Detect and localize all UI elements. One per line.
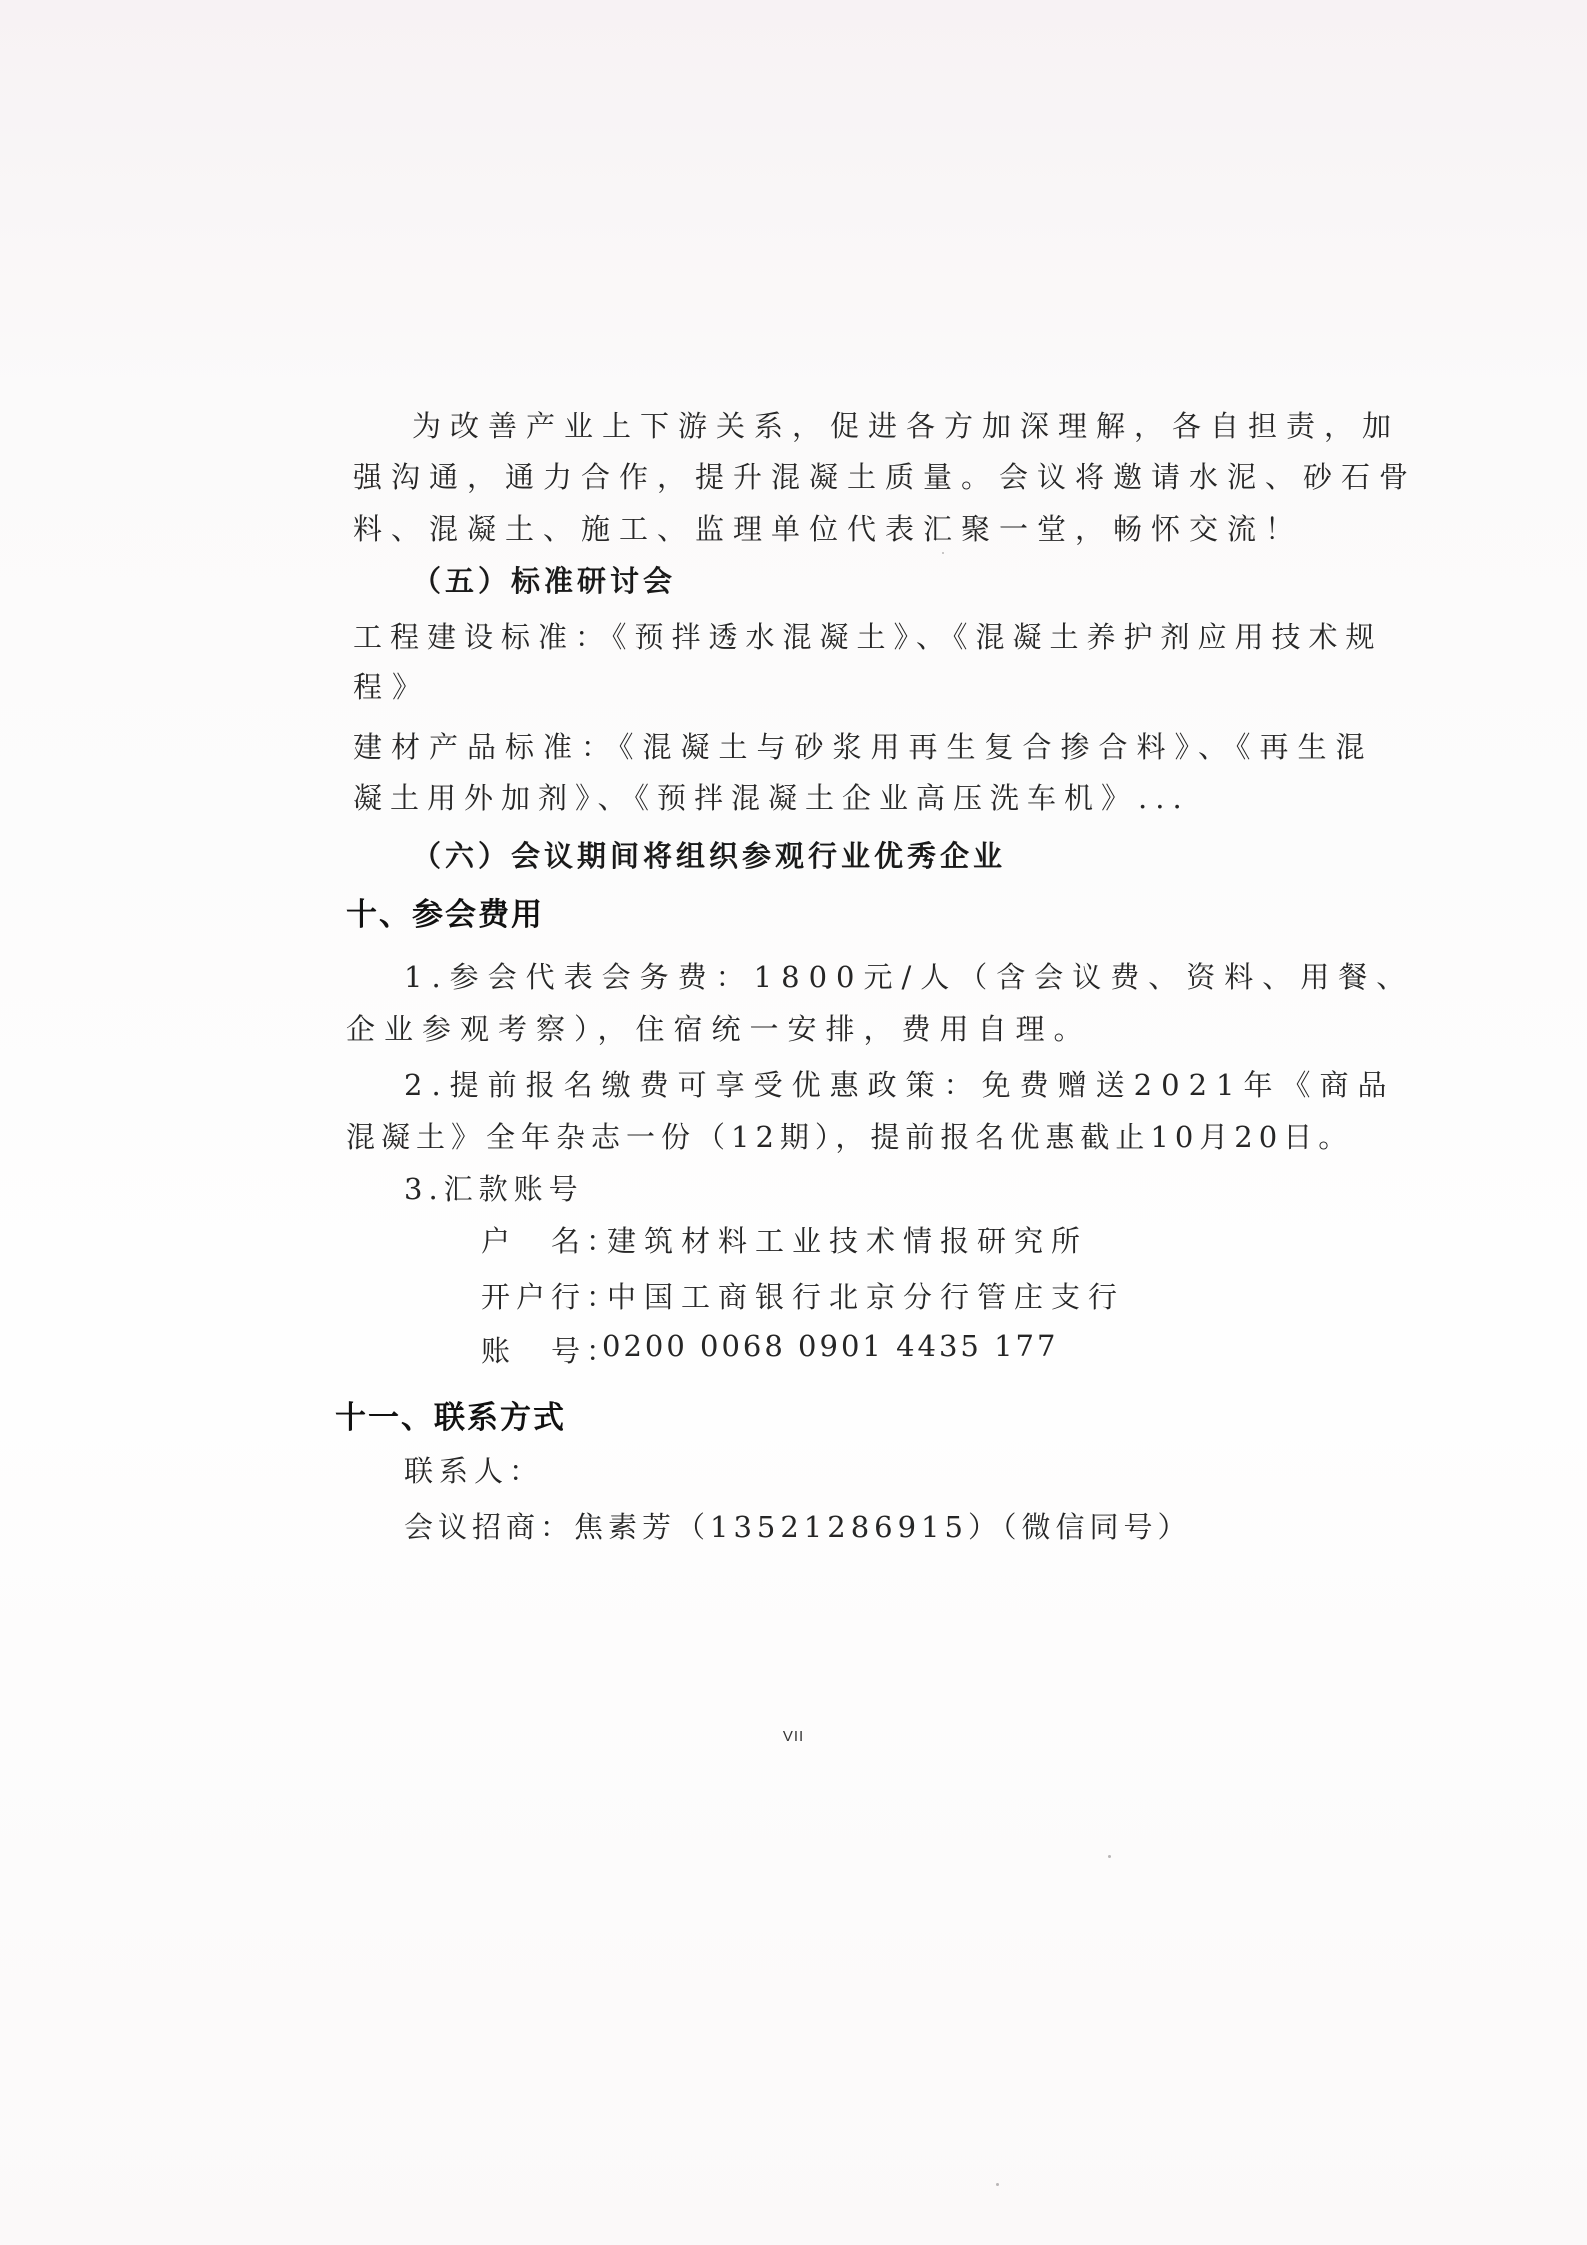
- fee2-line-1: 2.提前报名缴费可享受优惠政策：免费赠送2021年《商品: [404, 1068, 1396, 1102]
- section-eleven-heading: 十一、联系方式: [335, 1400, 566, 1436]
- account-number-value: 0200 0068 0901 4435 177: [602, 1329, 1059, 1363]
- account-name-label: 户 名：: [481, 1224, 622, 1258]
- standards-engineering-line-1: 工程建设标准：《预拌透水混凝土》、《混凝土养护剂应用技术规: [353, 620, 1383, 654]
- standards-material-line-2: 凝土用外加剂》、《预拌混凝土企业高压洗车机》...: [353, 781, 1190, 815]
- scan-speck: [942, 552, 944, 554]
- subheading-five: （五）标准研讨会: [412, 564, 677, 598]
- account-bank-label: 开户行：: [481, 1280, 622, 1314]
- fee1-line-2: 企业参观考察），住宿统一安排，费用自理。: [346, 1012, 1092, 1046]
- page-number: VII: [782, 1728, 805, 1745]
- standards-engineering-line-2: 程》: [353, 670, 432, 704]
- account-bank-value: 中国工商银行北京分行管庄支行: [607, 1280, 1126, 1314]
- scan-speck: [996, 2183, 999, 2186]
- contact-line: 会议招商：焦素芳（13521286915）（微信同号）: [404, 1510, 1192, 1544]
- para1-line-3: 料、混凝土、施工、监理单位代表汇聚一堂，畅怀交流！: [353, 512, 1304, 546]
- standards-material-line-1: 建材产品标准：《混凝土与砂浆用再生复合掺合料》、《再生混: [353, 730, 1374, 764]
- subheading-six: （六）会议期间将组织参观行业优秀企业: [412, 839, 1007, 873]
- para1-line-1: 为改善产业上下游关系，促进各方加深理解，各自担责，加: [412, 409, 1401, 443]
- fee3-line: 3.汇款账号: [404, 1172, 584, 1206]
- para1-line-2: 强沟通，通力合作，提升混凝土质量。会议将邀请水泥、砂石骨: [353, 460, 1418, 494]
- account-name-value: 建筑材料工业技术情报研究所: [607, 1224, 1089, 1258]
- scan-speck: [1108, 1855, 1111, 1858]
- fee1-line-1: 1.参会代表会务费：1800元/人（含会议费、资料、用餐、: [404, 960, 1415, 994]
- contact-label: 联系人：: [404, 1454, 545, 1488]
- fee2-line-2: 混凝土》全年杂志一份（12期），提前报名优惠截止10月20日。: [346, 1120, 1354, 1154]
- section-ten-heading: 十、参会费用: [346, 897, 544, 933]
- account-number-label: 账 号：: [481, 1334, 622, 1368]
